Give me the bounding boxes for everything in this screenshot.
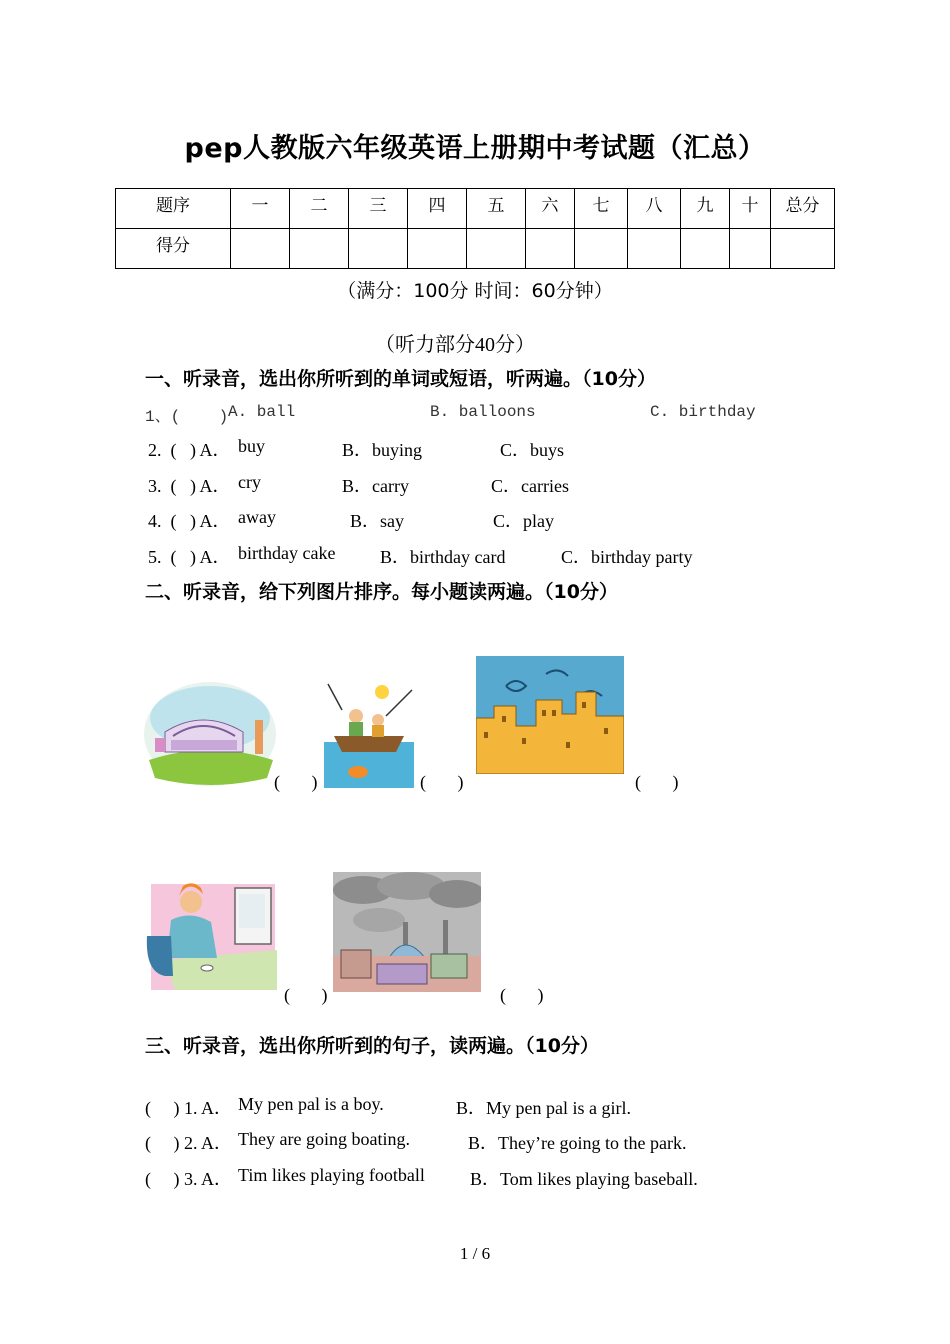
table-cell: 得分 (116, 229, 231, 269)
answer-blank[interactable]: ( ) (420, 772, 464, 792)
score-cell[interactable] (526, 229, 575, 269)
s3-q1-number: ( ) 1. A． (145, 1098, 232, 1118)
q1-option-b: B. balloons (430, 403, 536, 421)
table-cell: 五 (467, 189, 526, 229)
score-cell[interactable] (467, 229, 526, 269)
q3-option-c: C．carries (491, 476, 569, 496)
score-table (115, 188, 835, 269)
s3-q2-option-b: B．They’re going to the park. (468, 1133, 687, 1153)
table-row (116, 229, 835, 269)
q2-option-a: buy (238, 436, 265, 456)
q2-option-b: B．buying (342, 440, 423, 460)
score-cell[interactable] (771, 229, 835, 269)
s3-q2-number: ( ) 2. A． (145, 1133, 232, 1153)
table-cell: 八 (628, 189, 681, 229)
q4-option-a: away (238, 507, 276, 527)
q5-number: 5. ( ) A． (148, 547, 231, 567)
polluted-city-picture (333, 872, 481, 992)
q5-option-b: B．birthday card (380, 547, 506, 567)
q1-number: 1、( ) (145, 408, 229, 426)
q4-number: 4. ( ) A． (148, 511, 231, 531)
s3-q1-option-a: My pen pal is a boy. (238, 1094, 384, 1114)
table-cell: 一 (231, 189, 290, 229)
table-cell: 三 (349, 189, 408, 229)
table-cell: 十 (730, 189, 771, 229)
computer-picture (145, 876, 277, 990)
page-number: 1 / 6 (459, 1244, 491, 1263)
q1-option-a: A. ball (228, 403, 296, 421)
q2-number: 2. ( ) A． (148, 440, 231, 460)
table-cell: 二 (290, 189, 349, 229)
section1-heading: 一、听录音，选出你所听到的单词或短语，听两遍。（10分） (145, 368, 656, 390)
s3-q1-option-b: B．My pen pal is a girl. (456, 1098, 631, 1118)
score-cell[interactable] (408, 229, 467, 269)
table-cell: 七 (575, 189, 628, 229)
fishing-picture (324, 680, 414, 788)
windy-city-picture (476, 656, 624, 774)
s3-q3-number: ( ) 3. A． (145, 1169, 232, 1189)
answer-blank[interactable]: ( ) (635, 772, 679, 792)
score-cell[interactable] (290, 229, 349, 269)
answer-blank[interactable]: ( ) (284, 985, 328, 1005)
score-cell[interactable] (730, 229, 771, 269)
answer-blank[interactable]: ( ) (274, 772, 318, 792)
score-cell[interactable] (231, 229, 290, 269)
q5-option-c: C．birthday party (561, 547, 693, 567)
q4-option-c: C．play (493, 511, 554, 531)
section3-heading: 三、听录音，选出你所听到的句子，读两遍。（10分） (145, 1035, 599, 1057)
score-cell[interactable] (349, 229, 408, 269)
q3-option-a: cry (238, 472, 261, 492)
table-cell: 总分 (771, 189, 835, 229)
s3-q3-option-b: B．Tom likes playing baseball. (470, 1169, 698, 1189)
s3-q3-option-a: Tim likes playing football (238, 1165, 425, 1185)
score-cell[interactable] (575, 229, 628, 269)
listening-part-label: （听力部分40分） (375, 334, 535, 356)
score-cell[interactable] (628, 229, 681, 269)
page-title: pep人教版六年级英语上册期中考试题（汇总） (184, 133, 766, 164)
table-row (116, 189, 835, 229)
table-cell: 题序 (116, 189, 231, 229)
table-cell: 四 (408, 189, 467, 229)
section2-heading: 二、听录音，给下列图片排序。每小题读两遍。（10分） (145, 581, 618, 603)
q4-option-b: B．say (350, 511, 404, 531)
q3-number: 3. ( ) A． (148, 476, 231, 496)
full-score-info: （满分：100分 时间：60分钟） (337, 280, 613, 302)
q2-option-c: C．buys (500, 440, 565, 460)
table-cell: 九 (681, 189, 730, 229)
q5-option-a: birthday cake (238, 543, 336, 563)
table-cell: 六 (526, 189, 575, 229)
stadium-picture (143, 680, 278, 788)
q1-option-c: C. birthday (650, 403, 756, 421)
answer-blank[interactable]: ( ) (500, 985, 544, 1005)
score-cell[interactable] (681, 229, 730, 269)
q3-option-b: B．carry (342, 476, 409, 496)
s3-q2-option-a: They are going boating. (238, 1129, 410, 1149)
